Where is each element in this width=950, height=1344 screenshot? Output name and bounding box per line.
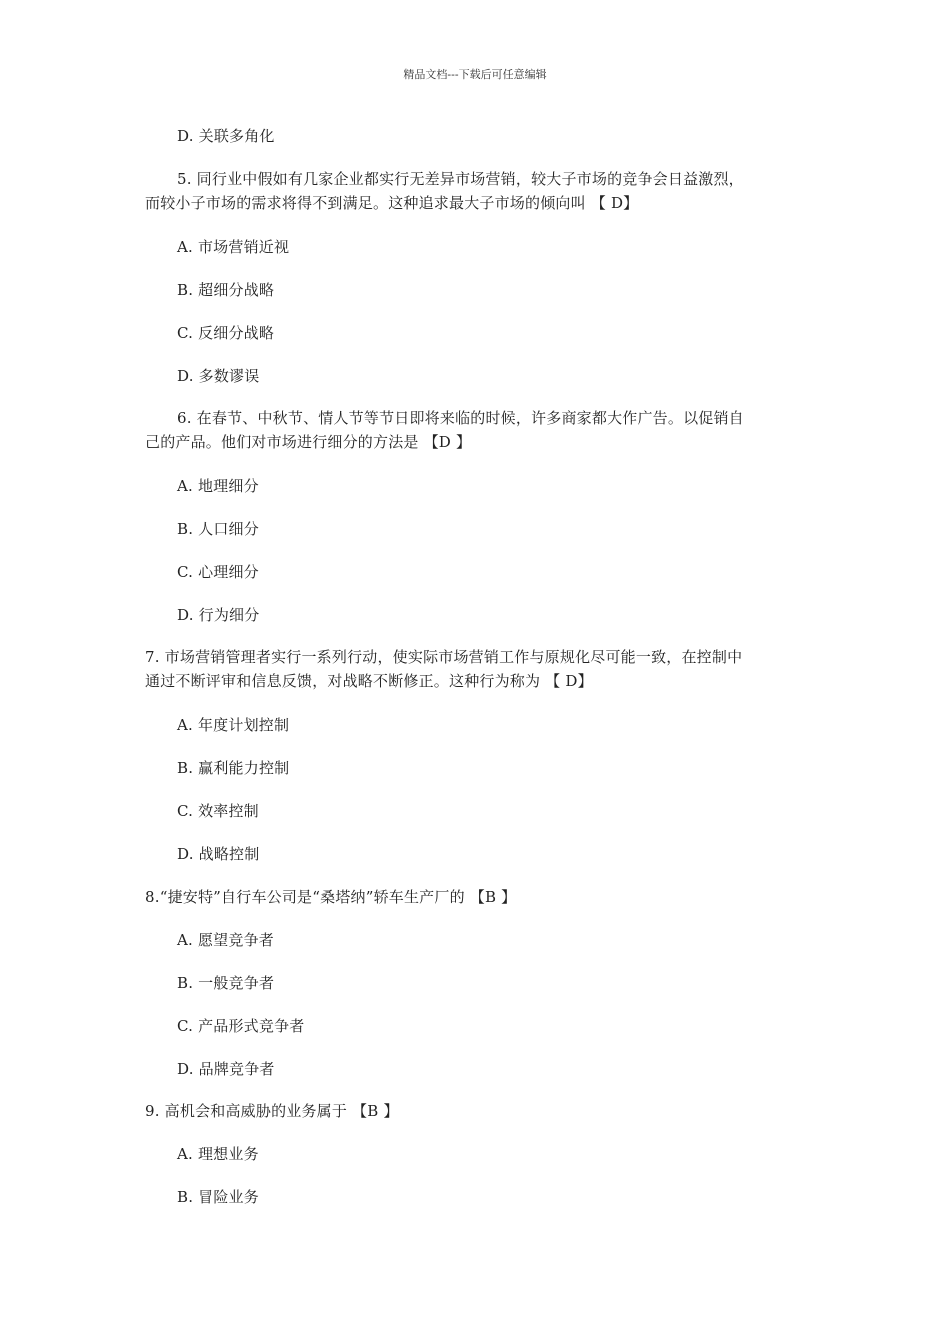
option-6a: A. 地理细分 <box>177 477 259 495</box>
question-9: 9. 高机会和高威胁的业务属于 【B 】 <box>145 1102 399 1120</box>
option-8a: A. 愿望竞争者 <box>177 931 274 949</box>
question-7-line-1: 7. 市场营销管理者实行一系列行动，使实际市场营销工作与原规化尽可能一致，在控制中 <box>145 648 743 666</box>
page-header: 精品文档---下载后可任意编辑 <box>403 68 547 81</box>
question-8: 8.“捷安特”自行车公司是“桑塔纳”轿车生产厂的 【B 】 <box>145 888 517 906</box>
option-7c: C. 效率控制 <box>177 802 259 820</box>
option-7a: A. 年度计划控制 <box>177 716 290 734</box>
option-6c: C. 心理细分 <box>177 563 259 581</box>
question-7-line-2: 通过不断评审和信息反馈，对战略不断修正。这种行为称为 【 D】 <box>145 672 593 690</box>
question-6-line-2: 己的产品。他们对市场进行细分的方法是 【D 】 <box>145 433 472 451</box>
option-6d: D. 行为细分 <box>177 606 260 624</box>
question-5-line-2: 而较小子市场的需求将得不到满足。这种追求最大子市场的倾向叫 【 D】 <box>145 194 639 212</box>
option-9a: A. 理想业务 <box>177 1145 259 1163</box>
option-8b: B. 一般竞争者 <box>177 974 275 992</box>
option-8d: D. 品牌竞争者 <box>177 1060 275 1078</box>
option-5a: A. 市场营销近视 <box>177 238 290 256</box>
option-9b: B. 冒险业务 <box>177 1188 259 1206</box>
option-7b: B. 赢利能力控制 <box>177 759 290 777</box>
option-7d: D. 战略控制 <box>177 845 260 863</box>
option-4d: D. 关联多角化 <box>177 127 275 145</box>
option-6b: B. 人口细分 <box>177 520 259 538</box>
option-5b: B. 超细分战略 <box>177 281 275 299</box>
question-6-line-1: 6. 在春节、中秋节、情人节等节日即将来临的时候，许多商家都大作广告。以促销自 <box>177 409 744 427</box>
question-5-line-1: 5. 同行业中假如有几家企业都实行无差异市场营销，较大子市场的竞争会日益激烈， <box>177 170 744 188</box>
option-5c: C. 反细分战略 <box>177 324 275 342</box>
option-8c: C. 产品形式竞争者 <box>177 1017 305 1035</box>
option-5d: D. 多数谬误 <box>177 367 260 385</box>
